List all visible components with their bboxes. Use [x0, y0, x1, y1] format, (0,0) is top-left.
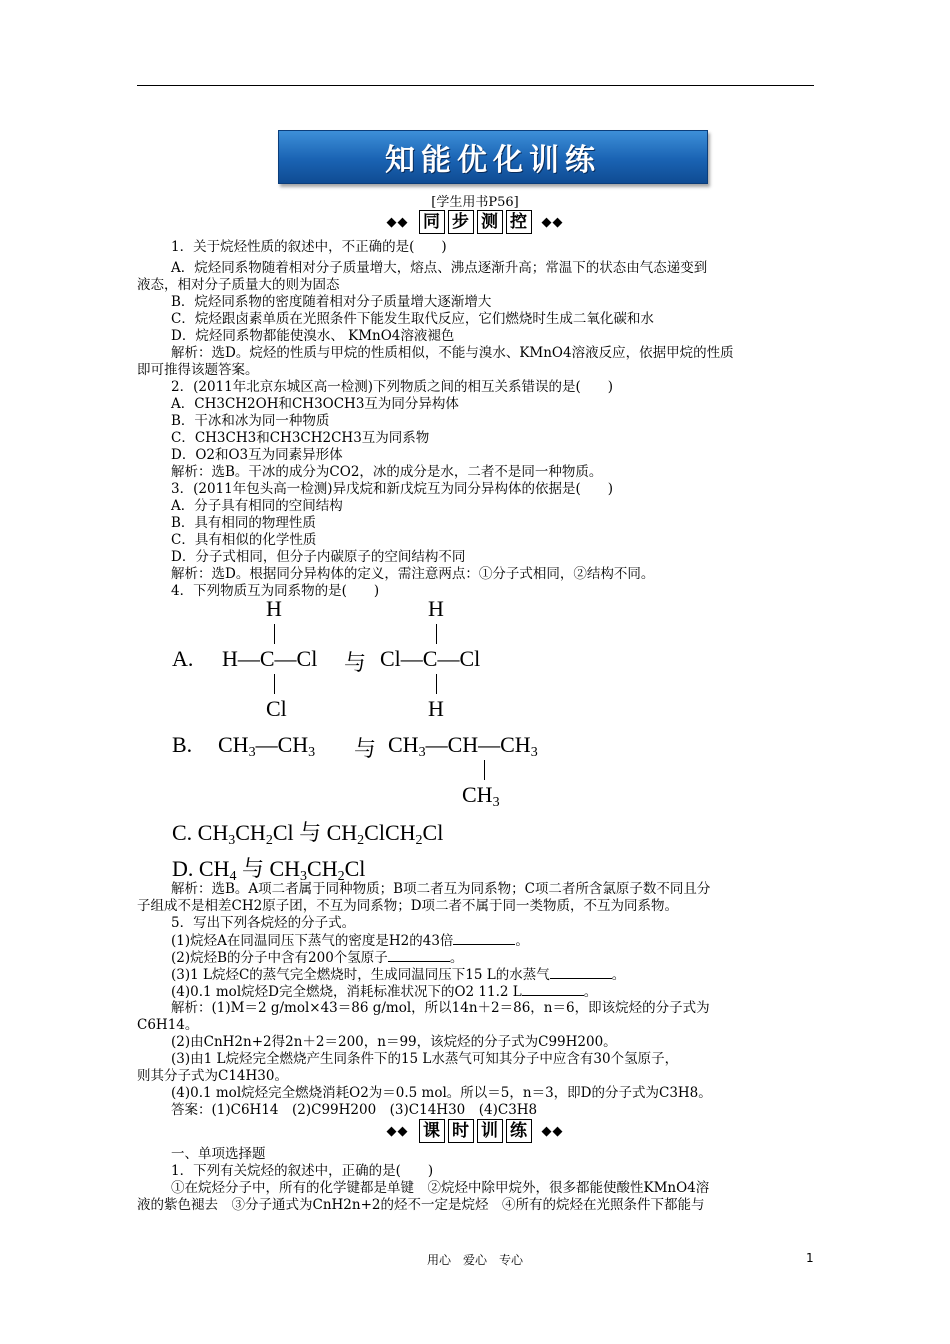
q5-explanation-3-cont: 则其分子式为C14H30。: [137, 1068, 288, 1084]
q4-option-a-left-chain: H—C—Cl: [222, 646, 318, 671]
q5-sub3: (3)1 L烷烃C的蒸气完全燃烧时，生成同温同压下15 L的水蒸气 。: [171, 967, 626, 983]
q1-option-a-cont: 液态，相对分子质量大的则为固态: [137, 277, 340, 293]
atom-h: H: [428, 596, 444, 621]
bond-line: [436, 674, 437, 694]
q5-explanation-1: 解析：(1)M＝2 g/mol×43＝86 g/mol，所以14n＋2＝86，n＝6，即该烷烃的分子式为: [171, 1000, 710, 1016]
q4-option-c: C. CH3CH2Cl 与 CH2ClCH2Cl: [172, 820, 444, 848]
part2-q1-stem: 1．下列有关烷烃的叙述中，正确的是( ): [171, 1163, 434, 1179]
section-char: 同: [419, 210, 445, 234]
q3-explanation: 解析：选D。根据同分异构体的定义，需注意两点：①分子式相同，②结构不同。: [171, 566, 655, 582]
q2-stem: 2．(2011年北京东城区高一检测)下列物质之间的相互关系错误的是( ): [171, 379, 614, 395]
q5-sub1: (1)烷烃A在同温同压下蒸气的密度是H2的43倍 。: [171, 933, 529, 949]
q5-stem: 5．写出下列各烷烃的分子式。: [171, 915, 356, 931]
q2-option-d: D．O2和O3互为同素异形体: [171, 447, 343, 463]
bond-line: [274, 624, 275, 644]
q1-option-b: B．烷烃同系物的密度随着相对分子质量增大逐渐增大: [171, 294, 492, 310]
q2-option-b: B．干冰和冰为同一种物质: [171, 413, 330, 429]
q5-explanation-3: (3)由1 L烷烃完全燃烧产生同条件下的15 L水蒸气可知其分子中应含有30个氢原子，: [171, 1051, 679, 1067]
q4-option-b-right: CH3—CH—CH3: [388, 732, 538, 760]
atom-h: H: [266, 596, 282, 621]
diamond-icon: ◆◆: [541, 214, 564, 230]
section-char: 训: [477, 1119, 503, 1143]
q4-option-b-left: CH3—CH3: [218, 732, 316, 760]
section-char: 时: [448, 1119, 474, 1143]
q4-option-b-branch: CH3: [462, 782, 500, 810]
part2-q1-line1: ①在烷烃分子中，所有的化学键都是单键 ②烷烃中除甲烷外，很多都能使酸性KMnO4溶: [171, 1180, 710, 1196]
q2-option-a: A．CH3CH2OH和CH3OCH3互为同分异构体: [171, 396, 459, 412]
q5-explanation-2: (2)由CnH2n+2得2n＋2＝200，n＝99，该烷烃的分子式为C99H200。: [171, 1034, 617, 1050]
q3-option-d: D．分子式相同，但分子内碳原子的空间结构不同: [171, 549, 466, 565]
q5-sub4: (4)0.1 mol烷烃D完全燃烧，消耗标准状况下的O2 11.2 L 。: [171, 984, 598, 1000]
diamond-icon: ◆◆: [386, 214, 409, 230]
part2-heading: 一、单项选择题: [171, 1146, 266, 1162]
q5-explanation-4: (4)0.1 mol烷烃完全燃烧消耗O2为＝0.5 mol。所以＝5，n＝3，即D的分子式为C3H8。: [171, 1085, 712, 1101]
atom-h: H: [428, 696, 444, 721]
q1-explanation-cont: 即可推得该题答案。: [137, 362, 259, 378]
section-char: 练: [506, 1119, 532, 1143]
q4-option-d: D. CH4 与 CH3CH2Cl: [172, 856, 366, 884]
q1-option-c: C．烷烃跟卤素单质在光照条件下能发生取代反应，它们燃烧时生成二氧化碳和水: [171, 311, 654, 327]
bond-line: [274, 674, 275, 694]
q4-option-b-yu: 与: [354, 736, 377, 761]
q2-option-c: C．CH3CH3和CH3CH2CH3互为同系物: [171, 430, 430, 446]
q1-option-a: A．烷烃同系物随着相对分子质量增大，熔点、沸点逐渐升高；常温下的状态由气态递变到: [171, 260, 708, 276]
atom-cl: Cl: [266, 696, 287, 721]
q1-explanation: 解析：选D。烷烃的性质与甲烷的性质相似，不能与溴水、KMnO4溶液反应，依据甲烷的性质: [171, 345, 734, 361]
diamond-icon: ◆◆: [541, 1123, 564, 1139]
book-reference: [学生用书P56]: [431, 195, 519, 210]
q3-option-b: B．具有相同的物理性质: [171, 515, 316, 531]
page-footer: 用心 爱心 专心: [426, 1253, 523, 1267]
q3-option-a: A．分子具有相同的空间结构: [171, 498, 343, 514]
section-char: 控: [506, 210, 532, 234]
part2-q1-line2: 液的紫色褪去 ③分子通式为CnH2n+2的烃不一定是烷烃 ④所有的烷烃在光照条件下都能与: [137, 1197, 705, 1213]
q5-explanation-1-cont: C6H14。: [137, 1017, 199, 1033]
q2-explanation: 解析：选B。干冰的成分为CO2，冰的成分是水，二者不是同一种物质。: [171, 464, 603, 480]
bond-line: [436, 624, 437, 644]
q4-option-a-right-chain: Cl—C—Cl: [380, 646, 481, 671]
section-header-sync: [0, 210, 950, 234]
banner-title: 知能优化训练: [385, 143, 601, 178]
section-char: 课: [419, 1119, 445, 1143]
title-banner: [278, 130, 708, 184]
q4-stem: 4．下列物质互为同系物的是( ): [171, 583, 380, 599]
diamond-icon: ◆◆: [386, 1123, 409, 1139]
header-rule: [137, 85, 814, 86]
bond-line: [484, 760, 485, 780]
q4-option-a-yu: 与: [344, 650, 367, 675]
q4-explanation: 解析：选B。A项二者属于同种物质；B项二者互为同系物；C项二者所含氯原子数不同且分: [171, 881, 711, 897]
q3-stem: 3．(2011年包头高一检测)异戊烷和新戊烷互为同分异构体的依据是( ): [171, 481, 614, 497]
q1-option-d: D．烷烃同系物都能使溴水、 KMnO4溶液褪色: [171, 328, 455, 344]
q4-explanation-cont: 子组成不是相差CH2原子团，不互为同系物；D项二者不属于同一类物质，不互为同系物。: [137, 898, 679, 914]
q5-sub2: (2)烷烃B的分子中含有200个氢原子 。: [171, 950, 464, 966]
page-number: 1: [806, 1251, 814, 1265]
section-char: 步: [448, 210, 474, 234]
q1-stem: 1．关于烷烃性质的叙述中，不正确的是( ): [171, 239, 447, 255]
q3-option-c: C．具有相似的化学性质: [171, 532, 317, 548]
section-char: 测: [477, 210, 503, 234]
q4-option-b-label: B.: [172, 732, 193, 757]
section-header-lesson: [0, 1119, 950, 1143]
q4-option-a-label: A.: [172, 646, 194, 671]
q5-answer: 答案：(1)C6H14 (2)C99H200 (3)C14H30 (4)C3H8: [171, 1102, 538, 1118]
